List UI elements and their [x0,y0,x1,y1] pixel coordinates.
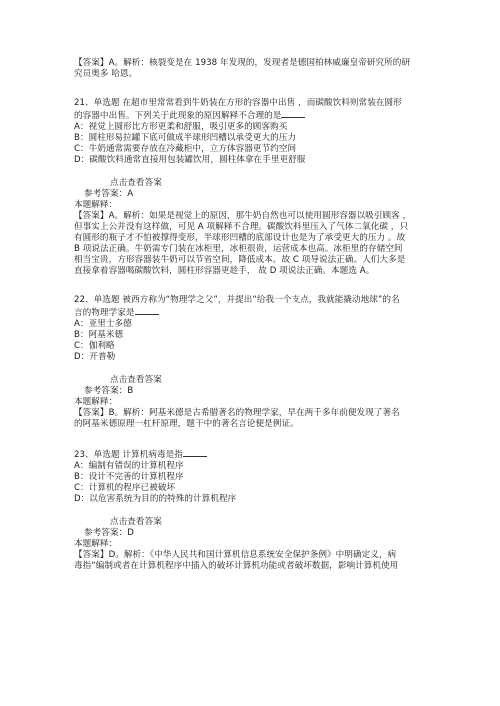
option-b: B：圆柱形易拉罐下底可做成半球形凹槽以承受更大的压力 [74,133,297,143]
reference-answer: 参考答案：B [84,386,134,396]
question-stem [74,448,434,461]
question-stem-cont [74,306,434,319]
answer-line: 【答案】A。解析：核裂变是在 1938 年发现的，发现者是德国柏林威廉皇帝研究所的研 [74,58,411,68]
explanation-title: 本题解释： [74,200,118,210]
check-answer-link[interactable]: 点击查看答案 [110,178,162,188]
reference-answer: 参考答案：A [84,189,134,199]
explanation-line: 相当宝贵，方形容器装牛奶可以节省空间，降低成本。故 C 项导说法正确。人们大多是 [74,255,406,265]
option-a: A：编制有错误的计算机程序 [74,461,184,471]
explanation-title: 本题解释： [74,539,118,549]
option-b: B：设计不完善的计算机程序 [74,472,184,482]
stem-text: 的容器中出售。下列关于此现象的原因解释不合理的是 [74,111,282,121]
document-page [74,58,434,572]
explanation-line: 有圆形的瓶子才不怕被撑得变形，半球形凹槽的底部设计也是为了承受更大的压力 。故 [74,233,406,243]
answer-line: 究员奥多 哈恩。 [74,69,138,79]
option-b: B：阿基米德 [74,330,124,340]
explanation-line: 【答案】A。解析：如果是视觉上的原因，那牛奶自然也可以使用圆形容器以吸引顾客 ， [74,211,412,221]
explanation-line: 的阿基米德原理一杠杆原理，题干中的著名言论便是例证。 [74,419,299,429]
question-stem-cont [74,109,434,122]
option-c: C：牛奶通常需要存放在冷藏柜中，立方体容器更节约空间 [74,144,297,154]
explanation-line: 【答案】D。解析：《中华人民共和国计算机信息系统安全保护条例》中明确定义，病 [74,550,397,560]
reference-answer: 参考答案：D [84,528,134,538]
check-answer-link[interactable]: 点击查看答案 [110,375,162,385]
explanation-line: 【答案】B。解析：阿基米德是古希腊著名的物理学家，早在两千多年前便发现了著名 [74,408,400,418]
option-d: D：碳酸饮料通常直接用包装罐饮用，圆柱体拿在手里更舒服 [74,155,306,165]
explanation-line: B 项说法正确。牛奶需专门装在冰柜里，冰柜很贵，运营成本也高。冰柜里的存储空间 [74,244,403,254]
stem-text: 23、单选题 计算机病毒是指 [74,450,183,460]
answer-blank [135,306,159,315]
stem-text: 言的物理学家是 [74,308,135,318]
previous-answer [74,58,434,80]
option-c: C：伽利略 [74,341,115,351]
answer-blank [281,109,305,118]
option-a: A：亚里士多德 [74,319,132,329]
explanation-line: 但事实上公并没有这样做，可见 A 项解释不合理。碳酸饮料里压入了气体二氧化碳 ，只 [74,222,409,232]
explanation-line: 直接拿着容器喝碳酸饮料，圆柱形容器更趁手， 故 D 项说法正确。本题选 A。 [74,266,375,276]
question-21 [74,98,434,277]
question-22 [74,295,434,430]
check-answer-link[interactable]: 点击查看答案 [110,517,162,527]
question-stem: 21、单选题 在超市里常常看到牛奶装在方形的容器中出售 ，而碳酸饮料则常装在圆形 [74,98,402,108]
question-stem: 22、单选题 被西方称为“物理学之父”，并提出“给我一个支点，我就能撬动地球”的名 [74,295,400,305]
option-d: D：以危害系统为目的的特殊的计算机程序 [74,494,237,504]
answer-blank [183,448,207,457]
option-a: A：视觉上圆形比方形更柔和舒服，吸引更多的顾客购买 [74,122,288,132]
explanation-line: 毒指“编制或者在计算机程序中插入的破坏计算机功能或者破坏数据，影响计算机使用 [74,561,399,571]
explanation-title: 本题解释： [74,397,118,407]
question-23 [74,448,434,572]
option-d: D：开普勒 [74,352,116,362]
option-c: C：计算机的程序已被破坏 [74,483,176,493]
